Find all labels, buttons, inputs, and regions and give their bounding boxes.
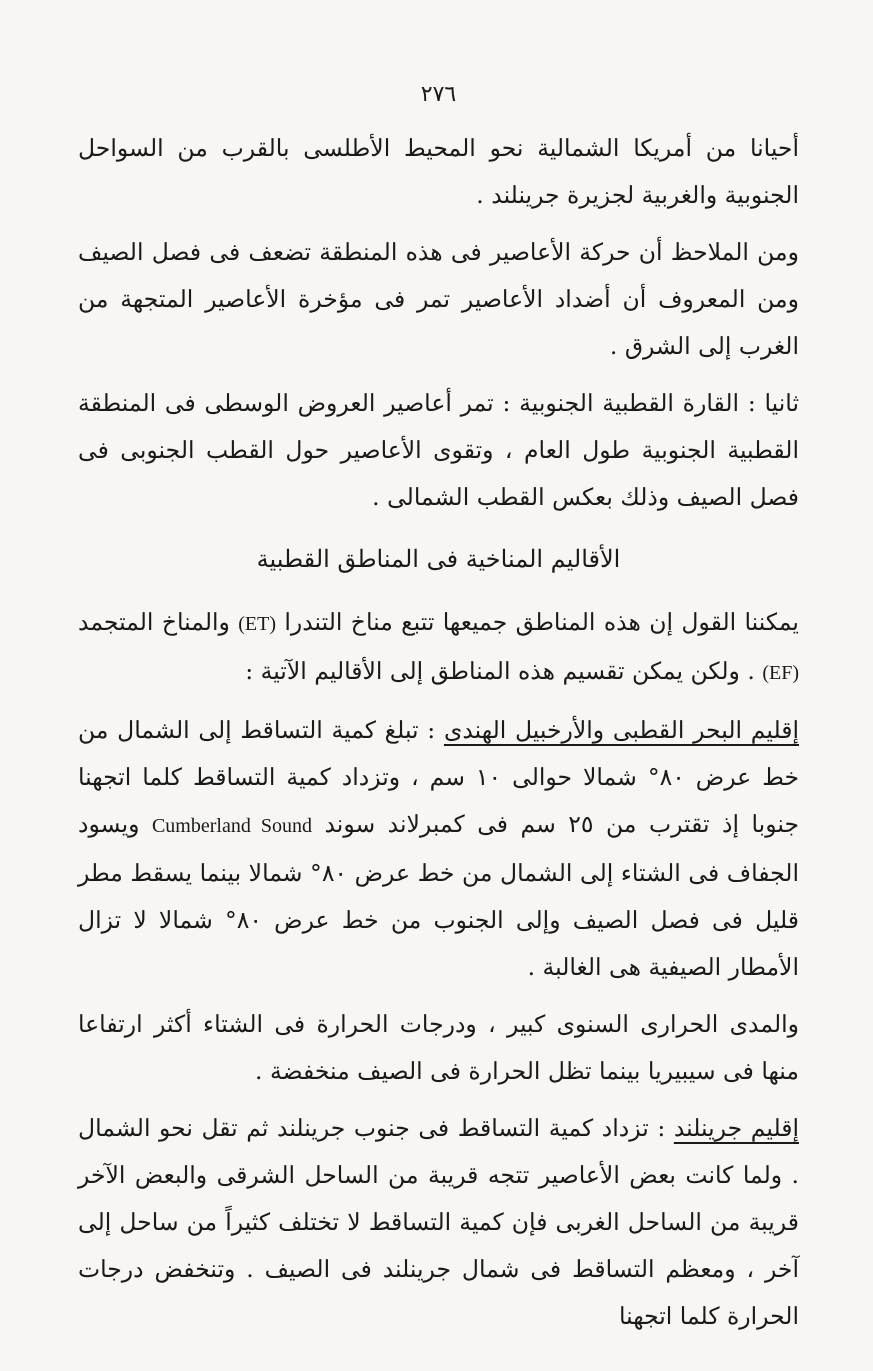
paragraph-4-text-b: والمناخ المتجمد: [78, 608, 230, 636]
region-title-greenland: إقليم جرينلند: [673, 1114, 799, 1142]
paragraph-4: [78, 599, 799, 697]
paragraph-7-text: : تزداد كمية التساقط فى جنوب جرينلند ثم تقل نحو الشمال . ولما كانت بعض الأعاصير تتجه قريبة من الساحل الشرقى والبعض الآخر قريبة من الساحل الغربى فإن كمية التساقط لا تختلف كثيراً من ساحل إلى آخر ، ومعظم التساقط فى شمال جرينلند فى الصيف . وتنخفض درجات الحرارة كلما اتجهنا: [78, 1114, 799, 1330]
climate-code-ef: (EF): [762, 662, 799, 684]
paragraph-6: والمدى الحرارى السنوى كبير ، ودرجات الحرارة فى الشتاء أكثر ارتفاعا منها فى سيبيريا بينما تظل الحرارة فى الصيف منخفضة .: [78, 1010, 799, 1085]
paragraph-1: أحيانا من أمريكا الشمالية نحو المحيط الأطلسى بالقرب من السواحل الجنوبية والغربية لجزيرة جرينلند .: [78, 134, 799, 209]
climate-code-et: (ET): [238, 613, 276, 635]
paragraph-2: ومن الملاحظ أن حركة الأعاصير فى هذه المنطقة تضعف فى فصل الصيف ومن المعروف أن أضداد الأعاصير تمر فى مؤخرة الأعاصير المتجهة من الغرب إلى الشرق .: [78, 238, 799, 360]
paragraph-3: ثانيا : القارة القطبية الجنوبية : تمر أعاصير العروض الوسطى فى المنطقة القطبية الجنوبية طول العام ، وتقوى الأعاصير حول القطب الجنوبى فى فصل الصيف وذلك بعكس القطب الشمالى .: [78, 389, 799, 511]
region-title-arctic-sea: إقليم البحر القطبى والأرخبيل الهندى: [443, 716, 799, 744]
section-heading: الأقاليم المناخية فى المناطق القطبية: [256, 545, 621, 573]
page-number: ٢٧٦: [420, 82, 457, 107]
paragraph-5-text-a: : تبلغ كمية التساقط إلى الشمال من خط عرض ٨٠° شمالا حوالى ١٠ سم ، وتزداد كمية التساقط كلما اتجهنا جنوبا إذ تقترب من ٢٥ سم فى كمبرلاند سوند: [78, 716, 799, 838]
paragraph-7: [78, 1105, 799, 1340]
paragraph-5-text-b: ويسود الجفاف فى الشتاء إلى الشمال من خط عرض ٨٠° شمالا بينما يسقط مطر قليل فى فصل الصيف وإلى الجنوب من خط عرض ٨٠° شمالا لا تزال الأمطار الصيفية هى الغالبة .: [78, 810, 800, 981]
paragraph-5: [78, 707, 799, 991]
paragraph-4-text-c: . ولكن يمكن تقسيم هذه المناطق إلى الأقاليم الآتية :: [245, 657, 755, 685]
cumberland-sound-label: Cumberland Sound: [151, 815, 312, 837]
paragraph-4-text-a: يمكننا القول إن هذه المناطق جميعها تتبع مناخ التندرا: [284, 608, 799, 636]
